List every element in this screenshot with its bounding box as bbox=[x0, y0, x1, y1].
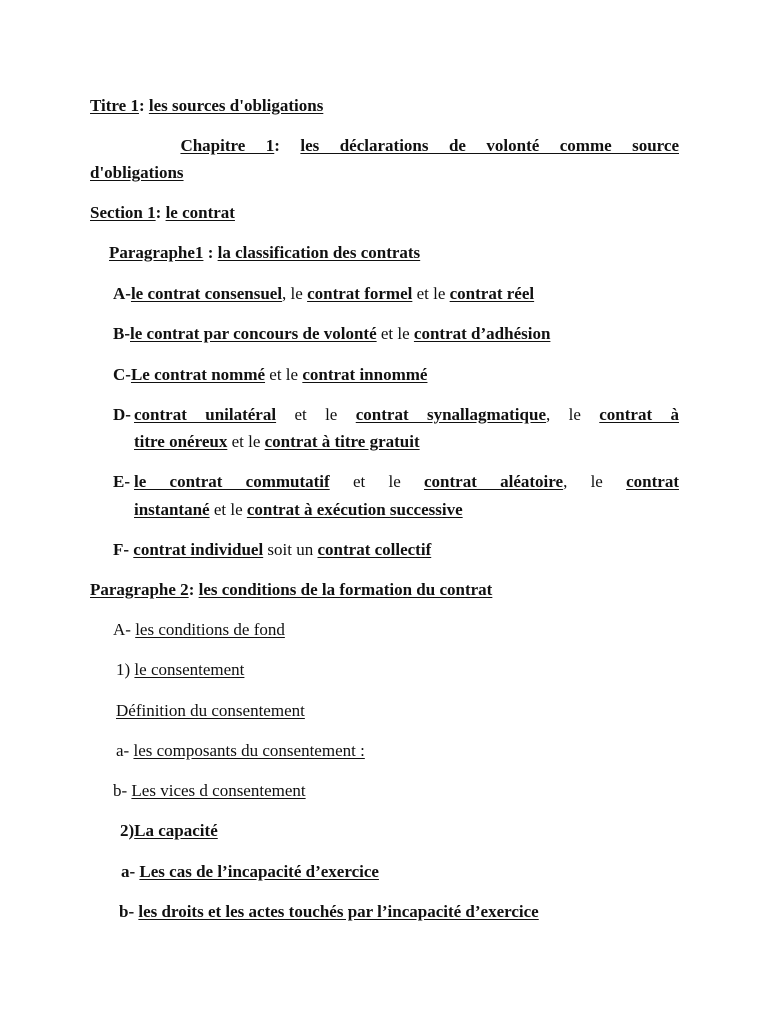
classification-item-a bbox=[113, 280, 534, 307]
paragraphe2-heading bbox=[90, 576, 492, 603]
fond-definition bbox=[116, 697, 305, 724]
titre-label: Titre 1 bbox=[90, 96, 139, 115]
item-prefix: D- bbox=[113, 405, 131, 424]
titre-heading bbox=[90, 92, 323, 119]
item-term: contrat collectif bbox=[317, 540, 432, 559]
item-prefix: a- bbox=[121, 862, 136, 881]
chapitre-label: Chapitre 1 bbox=[180, 136, 275, 155]
item-term: contrat individuel bbox=[133, 540, 264, 559]
paragraphe2-text: les conditions de la formation du contrat bbox=[198, 580, 493, 599]
classification-item-e-line2 bbox=[134, 496, 463, 523]
item-term: contrat formel bbox=[307, 284, 413, 303]
classification-item-d-line1 bbox=[134, 401, 679, 428]
item-text: Les vices d consentement bbox=[131, 781, 306, 800]
item-term: contrat bbox=[626, 472, 679, 491]
item-term: contrat réel bbox=[449, 284, 535, 303]
paragraphe1-label: Paragraphe1 bbox=[109, 243, 204, 262]
chapitre-text: les déclarations de volonté comme source bbox=[300, 136, 679, 155]
item-joiner: et le bbox=[227, 432, 265, 451]
item-text: La capacité bbox=[134, 821, 218, 840]
item-prefix: B- bbox=[113, 324, 130, 343]
item-prefix: E- bbox=[113, 472, 130, 491]
item-term: contrat à bbox=[599, 405, 680, 424]
classification-item-c bbox=[113, 361, 427, 388]
item-prefix: b- bbox=[113, 781, 128, 800]
classification-item-b bbox=[113, 320, 550, 347]
item-term: instantané bbox=[134, 500, 210, 519]
classification-item-e-prefix bbox=[113, 468, 130, 495]
chapitre-heading-line2 bbox=[90, 159, 184, 186]
item-text: le consentement bbox=[134, 660, 245, 679]
paragraphe2-label: Paragraphe 2 bbox=[90, 580, 189, 599]
chapitre-text-cont: d'obligations bbox=[90, 163, 184, 182]
item-joiner: et le bbox=[329, 472, 424, 491]
fond-item-a2 bbox=[116, 737, 365, 764]
chapitre-heading-line1 bbox=[90, 132, 679, 159]
item-term: contrat à titre gratuit bbox=[264, 432, 420, 451]
chapitre-sep: : bbox=[274, 136, 280, 155]
section-text: le contrat bbox=[165, 203, 235, 222]
section-heading bbox=[90, 199, 235, 226]
titre-text: les sources d'obligations bbox=[148, 96, 324, 115]
fond-item-a3 bbox=[121, 858, 379, 885]
fond-item-b2 bbox=[113, 777, 306, 804]
item-prefix: F- bbox=[113, 540, 130, 559]
fond-item-2 bbox=[120, 817, 218, 844]
item-text: les droits et les actes touchés par l’incapacité d’exercice bbox=[138, 902, 539, 921]
fond-item-b3 bbox=[119, 898, 539, 925]
item-term: titre onéreux bbox=[134, 432, 228, 451]
item-prefix: a- bbox=[116, 741, 130, 760]
item-term: contrat d’adhésion bbox=[413, 324, 551, 343]
section-sep: : bbox=[155, 203, 162, 222]
item-term: le contrat par concours de volonté bbox=[130, 324, 377, 343]
item-prefix: A- bbox=[113, 284, 131, 303]
item-prefix: 2) bbox=[120, 821, 135, 840]
paragraphe1-text: la classification des contrats bbox=[217, 243, 421, 262]
item-term: contrat synallagmatique bbox=[355, 405, 546, 424]
item-text: les conditions de fond bbox=[135, 620, 285, 639]
item-prefix: C- bbox=[113, 365, 131, 384]
item-term: le contrat consensuel bbox=[130, 284, 283, 303]
paragraphe1-sep: : bbox=[207, 243, 214, 262]
classification-item-d-prefix bbox=[113, 401, 131, 428]
fond-item-1 bbox=[116, 656, 244, 683]
item-joiner: et le bbox=[265, 365, 303, 384]
titre-sep: : bbox=[138, 96, 145, 115]
classification-item-f bbox=[113, 536, 431, 563]
item-prefix: 1) bbox=[116, 660, 131, 679]
item-text: Les cas de l’incapacité d’exercice bbox=[139, 862, 379, 881]
item-term: Le contrat nommé bbox=[130, 365, 266, 384]
item-joiner: et le bbox=[209, 500, 247, 519]
paragraphe1-heading bbox=[109, 239, 420, 266]
fond-item-a bbox=[113, 616, 285, 643]
item-joiner: , le bbox=[282, 284, 308, 303]
classification-item-e-line1 bbox=[134, 468, 679, 495]
item-joiner: , le bbox=[563, 472, 627, 491]
item-prefix: b- bbox=[119, 902, 135, 921]
item-text: Définition du consentement bbox=[116, 701, 305, 720]
item-term: le contrat commutatif bbox=[134, 472, 330, 491]
item-joiner: soit un bbox=[263, 540, 318, 559]
paragraphe2-sep: : bbox=[188, 580, 195, 599]
item-term: contrat à exécution successive bbox=[246, 500, 463, 519]
classification-item-d-line2 bbox=[134, 428, 420, 455]
item-term: contrat aléatoire bbox=[424, 472, 564, 491]
item-prefix: A- bbox=[113, 620, 131, 639]
item-joiner: et le bbox=[376, 324, 414, 343]
item-text: les composants du consentement : bbox=[133, 741, 365, 760]
section-label: Section 1 bbox=[90, 203, 156, 222]
item-term: contrat unilatéral bbox=[134, 405, 277, 424]
item-joiner: et le bbox=[276, 405, 356, 424]
item-joiner: et le bbox=[412, 284, 450, 303]
item-term: contrat innommé bbox=[302, 365, 428, 384]
item-joiner: , le bbox=[546, 405, 600, 424]
